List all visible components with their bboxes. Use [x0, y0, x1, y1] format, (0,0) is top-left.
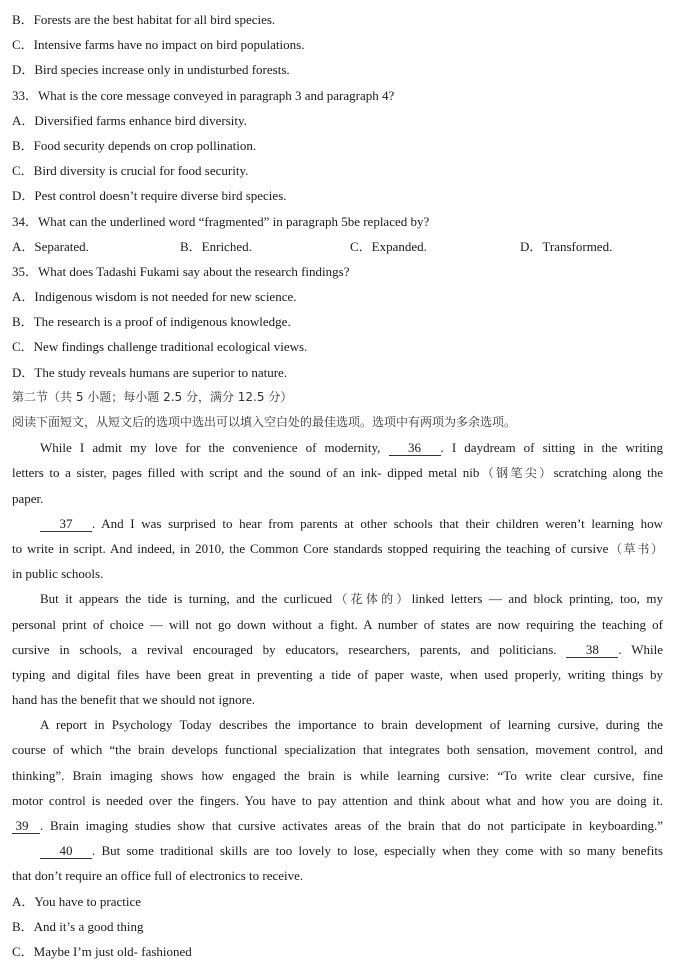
- section-instructions: 阅读下面短文，从短文后的选项中选出可以填入空白处的最佳选项。选项中有两项为多余选项。: [12, 415, 517, 429]
- passage-text: in public schools.: [12, 566, 104, 582]
- q33-option-a: A．Diversified farms enhance bird diversity.: [12, 112, 247, 128]
- passage-line: [12, 662, 663, 687]
- q35-option-a: A．Indigenous wisdom is not needed for new science.: [12, 289, 297, 305]
- passage-line: [12, 838, 663, 863]
- q34-option-c: C．Expanded.: [350, 238, 427, 254]
- passage-line: [12, 486, 663, 511]
- q35-option-d: D．The study reveals humans are superior to nature.: [12, 364, 288, 380]
- passage-text: course of which “the brain develops functional specialization that integrates both sensation, movement control, and: [12, 742, 663, 758]
- passage-line: [12, 813, 663, 838]
- passage-text: letters to a sister, pages filled with script and the sound of an ink- dipped metal nib: [12, 465, 480, 481]
- passage-line: [12, 435, 663, 460]
- q32-option-d: D．Bird species increase only in undisturbed forests.: [12, 62, 290, 78]
- passage-line: [12, 637, 663, 662]
- q34-option-d: D．Transformed.: [520, 238, 613, 254]
- chinese-gloss: （花体的）: [332, 592, 412, 607]
- passage-text: . I daydream of sitting in the writing: [440, 440, 663, 456]
- passage-text: to write in script. And indeed, in 2010, the Common Core standards stopped requiring the teaching of cursive: [12, 540, 609, 556]
- passage-line: [12, 737, 663, 762]
- passage-text: paper.: [12, 490, 44, 506]
- passage-text: that don’t require an office full of electronics to receive.: [12, 868, 304, 884]
- q35-stem: 35．What does Tadashi Fukami say about the research findings?: [12, 263, 350, 279]
- q35-option-b: B．The research is a proof of indigenous knowledge.: [12, 314, 291, 330]
- blank-38: 38: [566, 643, 618, 658]
- passage-text: motor control is needed over the fingers. You have to pay attention and think about what and how you are doing it.: [12, 792, 663, 808]
- passage-text: . But some traditional skills are too lovely to lose, especially when they come with so many benefits: [92, 843, 663, 859]
- passage: [12, 435, 663, 888]
- q34-stem: 34．What can the underlined word “fragmented” in paragraph 5be replaced by?: [12, 213, 430, 229]
- blank-39: 39: [12, 819, 40, 834]
- q32-option-c: C．Intensive farms have no impact on bird populations.: [12, 37, 305, 53]
- q33-stem: 33．What is the core message conveyed in paragraph 3 and paragraph 4?: [12, 87, 395, 103]
- q33-option-c: C．Bird diversity is crucial for food security.: [12, 163, 249, 179]
- q34-options: [12, 234, 663, 259]
- passage-text: A report in Psychology Today describes the importance to brain development of learning cursive, during the: [40, 717, 663, 733]
- passage-text: While I admit my love for the convenience of modernity,: [40, 440, 389, 456]
- q33-option-d: D．Pest control doesn’t require diverse bird species.: [12, 188, 287, 204]
- passage-text: . And I was surprised to hear from parents at other schools that their children weren’t learning how: [92, 515, 663, 531]
- passage-line: [12, 788, 663, 813]
- passage-text: personal print of choice — will not go down without a fight. A number of states are now requiring the teaching of: [12, 616, 663, 632]
- passage-line: [12, 460, 663, 485]
- q33-option-b: B．Food security depends on crop pollination.: [12, 137, 257, 153]
- passage-text: cursive in schools, a revival encouraged by educators, researchers, parents, and politicians.: [12, 641, 567, 657]
- passage-line: [12, 863, 663, 888]
- passage-text: scratching along the: [553, 465, 663, 481]
- choice-c: C．Maybe I’m just old- fashioned: [12, 943, 192, 959]
- passage-text: hand has the benefit that we should not ignore.: [12, 692, 255, 708]
- passage-text: . Brain imaging studies show that cursive activates areas of the brain that do not participate in keyboarding.”: [40, 818, 663, 833]
- passage-line: [12, 536, 663, 561]
- section-title: 第二节（共 5 小题；每小题 2.5 分，满分 12.5 分）: [12, 389, 293, 404]
- passage-text: But it appears the tide is turning, and the curlicued: [40, 591, 333, 607]
- q32-option-b: B．Forests are the best habitat for all bird species.: [12, 12, 276, 27]
- passage-text: thinking”. Brain imaging shows how engaged the brain is while learning cursive: “To write clear cursive, fine: [12, 767, 663, 783]
- passage-line: [12, 586, 663, 611]
- q34-option-b: B．Enriched.: [180, 238, 252, 254]
- q35-option-c: C．New findings challenge traditional ecological views.: [12, 339, 308, 355]
- passage-text: typing and digital files have been great in preventing a tide of paper waste, when used properly, writing things by: [12, 666, 663, 682]
- chinese-gloss: （草书）: [608, 541, 663, 556]
- blank-40: 40: [40, 844, 92, 859]
- chinese-gloss: （钢笔尖）: [479, 466, 554, 481]
- passage-text: . While: [618, 641, 663, 657]
- passage-line: [12, 511, 663, 536]
- passage-line: [12, 687, 663, 712]
- q34-option-a: A．Separated.: [12, 238, 89, 254]
- passage-line: [12, 561, 663, 586]
- passage-line: [12, 763, 663, 788]
- choice-a: A．You have to practice: [12, 893, 142, 909]
- blank-37: 37: [40, 517, 92, 532]
- blank-36: 36: [389, 441, 441, 456]
- choice-b: B．And it’s a good thing: [12, 918, 144, 934]
- passage-line: [12, 612, 663, 637]
- passage-text: linked letters — and block printing, too, my: [411, 591, 663, 607]
- passage-line: [12, 712, 663, 737]
